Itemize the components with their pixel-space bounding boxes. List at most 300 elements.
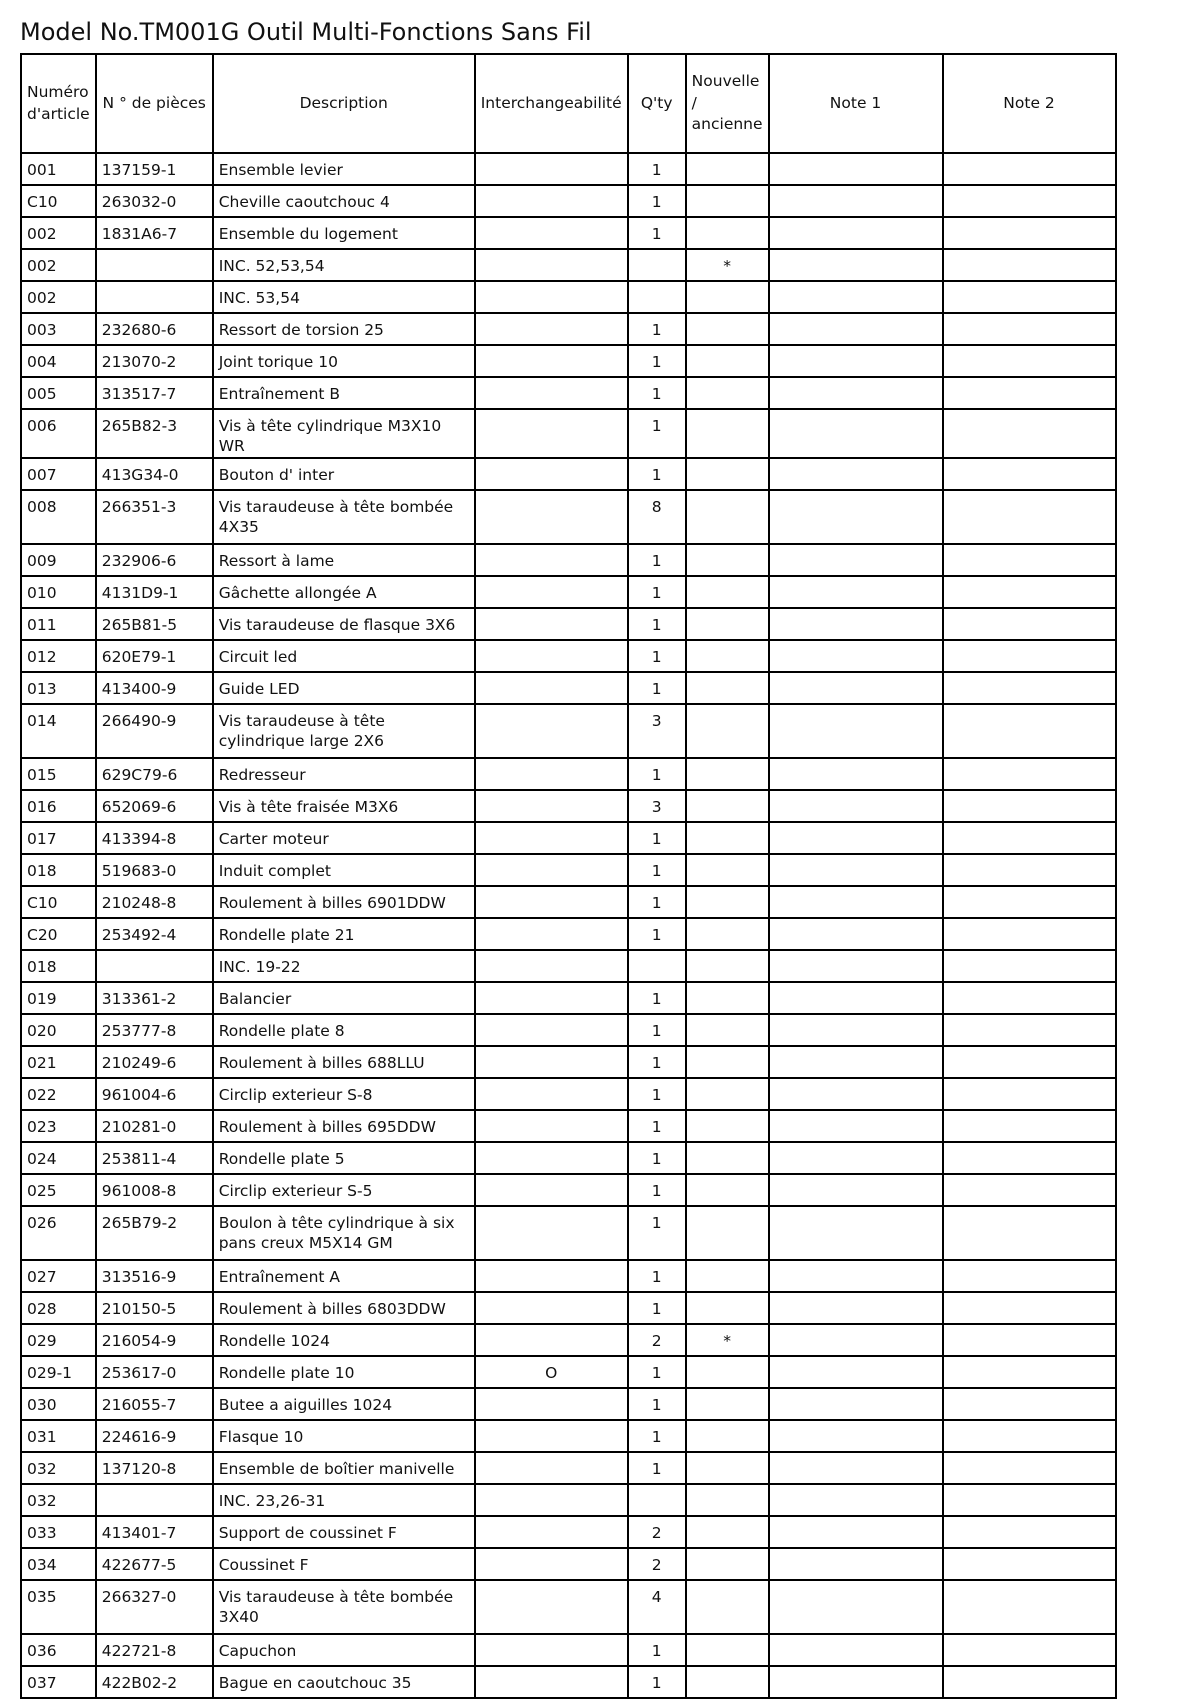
cell-item-number: 037 xyxy=(21,1666,96,1698)
cell-description: Ensemble du logement xyxy=(213,217,475,249)
cell-quantity: 1 xyxy=(628,1420,686,1452)
cell-quantity xyxy=(628,1484,686,1516)
header-item-number: Numéro d'article xyxy=(21,54,96,153)
table-row xyxy=(21,1484,1116,1516)
cell-interchangeability xyxy=(475,918,628,950)
cell-description: Roulement à billes 695DDW xyxy=(213,1110,475,1142)
table-row xyxy=(21,608,1116,640)
cell-note-1 xyxy=(769,672,943,704)
table-row xyxy=(21,1078,1116,1110)
cell-note-1 xyxy=(769,1548,943,1580)
cell-part-number: 213070-2 xyxy=(96,345,213,377)
cell-part-number: 422721-8 xyxy=(96,1634,213,1666)
cell-quantity: 1 xyxy=(628,185,686,217)
cell-new-old xyxy=(686,576,769,608)
cell-part-number: 137120-8 xyxy=(96,1452,213,1484)
table-row xyxy=(21,758,1116,790)
cell-note-2 xyxy=(943,822,1116,854)
cell-new-old xyxy=(686,377,769,409)
cell-interchangeability xyxy=(475,1292,628,1324)
cell-quantity: 2 xyxy=(628,1548,686,1580)
table-row xyxy=(21,1260,1116,1292)
cell-note-1 xyxy=(769,854,943,886)
cell-description: Rondelle plate 5 xyxy=(213,1142,475,1174)
cell-description: Ressort de torsion 25 xyxy=(213,313,475,345)
cell-quantity: 1 xyxy=(628,576,686,608)
table-row xyxy=(21,950,1116,982)
cell-note-1 xyxy=(769,217,943,249)
cell-quantity: 1 xyxy=(628,1078,686,1110)
cell-note-2 xyxy=(943,1014,1116,1046)
cell-description: Flasque 10 xyxy=(213,1420,475,1452)
cell-note-1 xyxy=(769,1666,943,1698)
cell-note-2 xyxy=(943,1110,1116,1142)
cell-interchangeability xyxy=(475,1206,628,1260)
cell-quantity: 1 xyxy=(628,1356,686,1388)
table-row xyxy=(21,1046,1116,1078)
cell-item-number: 018 xyxy=(21,854,96,886)
cell-part-number: 313361-2 xyxy=(96,982,213,1014)
cell-description: Cheville caoutchouc 4 xyxy=(213,185,475,217)
cell-quantity: 1 xyxy=(628,982,686,1014)
cell-interchangeability xyxy=(475,345,628,377)
cell-part-number: 422677-5 xyxy=(96,1548,213,1580)
header-part-number: N ° de pièces xyxy=(96,54,213,153)
cell-new-old xyxy=(686,217,769,249)
header-note-1: Note 1 xyxy=(769,54,943,153)
cell-note-1 xyxy=(769,758,943,790)
cell-quantity: 1 xyxy=(628,1014,686,1046)
cell-interchangeability xyxy=(475,854,628,886)
cell-note-1 xyxy=(769,1046,943,1078)
cell-new-old xyxy=(686,822,769,854)
cell-quantity: 1 xyxy=(628,458,686,490)
cell-item-number: 002 xyxy=(21,249,96,281)
cell-note-2 xyxy=(943,704,1116,758)
cell-description: Circlip exterieur S-8 xyxy=(213,1078,475,1110)
cell-quantity: 3 xyxy=(628,790,686,822)
table-row xyxy=(21,1356,1116,1388)
cell-note-1 xyxy=(769,281,943,313)
cell-note-2 xyxy=(943,409,1116,458)
cell-note-1 xyxy=(769,544,943,576)
cell-interchangeability xyxy=(475,1174,628,1206)
cell-item-number: 027 xyxy=(21,1260,96,1292)
cell-new-old xyxy=(686,1206,769,1260)
cell-new-old xyxy=(686,1634,769,1666)
cell-part-number: 266327-0 xyxy=(96,1580,213,1634)
cell-interchangeability xyxy=(475,1516,628,1548)
cell-quantity: 1 xyxy=(628,1110,686,1142)
cell-interchangeability xyxy=(475,1260,628,1292)
cell-item-number: 016 xyxy=(21,790,96,822)
cell-item-number: 035 xyxy=(21,1580,96,1634)
cell-note-1 xyxy=(769,345,943,377)
header-interchangeability: Interchangeabilité xyxy=(475,54,628,153)
cell-note-2 xyxy=(943,854,1116,886)
cell-item-number: 015 xyxy=(21,758,96,790)
cell-item-number: 036 xyxy=(21,1634,96,1666)
cell-item-number: 020 xyxy=(21,1014,96,1046)
table-row xyxy=(21,458,1116,490)
cell-note-1 xyxy=(769,153,943,185)
cell-new-old xyxy=(686,1356,769,1388)
cell-part-number: 224616-9 xyxy=(96,1420,213,1452)
cell-new-old xyxy=(686,704,769,758)
cell-new-old xyxy=(686,1484,769,1516)
cell-interchangeability xyxy=(475,1420,628,1452)
cell-interchangeability xyxy=(475,377,628,409)
cell-note-1 xyxy=(769,704,943,758)
table-row xyxy=(21,249,1116,281)
cell-quantity: 8 xyxy=(628,490,686,544)
table-row xyxy=(21,1666,1116,1698)
cell-interchangeability xyxy=(475,409,628,458)
cell-note-2 xyxy=(943,790,1116,822)
cell-note-2 xyxy=(943,1174,1116,1206)
cell-quantity: 1 xyxy=(628,377,686,409)
cell-part-number: 253811-4 xyxy=(96,1142,213,1174)
cell-note-2 xyxy=(943,640,1116,672)
cell-note-2 xyxy=(943,1452,1116,1484)
table-row xyxy=(21,1292,1116,1324)
table-row xyxy=(21,1206,1116,1260)
header-new-old: Nouvelle / ancienne xyxy=(686,54,769,153)
cell-description: Ensemble de boîtier manivelle xyxy=(213,1452,475,1484)
cell-item-number: 002 xyxy=(21,281,96,313)
cell-description: Carter moteur xyxy=(213,822,475,854)
table-row xyxy=(21,490,1116,544)
cell-description: INC. 23,26-31 xyxy=(213,1484,475,1516)
table-row xyxy=(21,313,1116,345)
cell-new-old xyxy=(686,409,769,458)
cell-item-number: 008 xyxy=(21,490,96,544)
header-description: Description xyxy=(213,54,475,153)
cell-note-1 xyxy=(769,1484,943,1516)
cell-quantity: 1 xyxy=(628,1666,686,1698)
cell-note-2 xyxy=(943,1206,1116,1260)
cell-description: Redresseur xyxy=(213,758,475,790)
cell-note-1 xyxy=(769,1142,943,1174)
cell-interchangeability xyxy=(475,982,628,1014)
header-row xyxy=(21,54,1116,153)
cell-interchangeability xyxy=(475,1078,628,1110)
table-row xyxy=(21,1634,1116,1666)
cell-note-1 xyxy=(769,1078,943,1110)
cell-description: Rondelle 1024 xyxy=(213,1324,475,1356)
cell-note-2 xyxy=(943,608,1116,640)
cell-part-number: 232906-6 xyxy=(96,544,213,576)
cell-quantity: 1 xyxy=(628,822,686,854)
cell-note-1 xyxy=(769,1206,943,1260)
cell-note-1 xyxy=(769,1110,943,1142)
cell-description: Balancier xyxy=(213,982,475,1014)
cell-item-number: 002 xyxy=(21,217,96,249)
cell-note-2 xyxy=(943,544,1116,576)
cell-item-number: C10 xyxy=(21,185,96,217)
cell-note-1 xyxy=(769,1260,943,1292)
cell-item-number: 023 xyxy=(21,1110,96,1142)
cell-note-2 xyxy=(943,1292,1116,1324)
cell-interchangeability xyxy=(475,576,628,608)
cell-description: Roulement à billes 6803DDW xyxy=(213,1292,475,1324)
table-row xyxy=(21,1388,1116,1420)
cell-description: Vis à tête fraisée M3X6 xyxy=(213,790,475,822)
cell-interchangeability xyxy=(475,185,628,217)
cell-interchangeability xyxy=(475,544,628,576)
cell-quantity: 2 xyxy=(628,1324,686,1356)
cell-description: Vis taraudeuse de flasque 3X6 xyxy=(213,608,475,640)
cell-part-number xyxy=(96,281,213,313)
cell-quantity: 1 xyxy=(628,854,686,886)
table-row xyxy=(21,153,1116,185)
cell-note-1 xyxy=(769,1634,943,1666)
cell-new-old xyxy=(686,1516,769,1548)
cell-part-number: 253777-8 xyxy=(96,1014,213,1046)
table-row xyxy=(21,822,1116,854)
cell-new-old xyxy=(686,1260,769,1292)
cell-quantity: 1 xyxy=(628,918,686,950)
cell-description: INC. 52,53,54 xyxy=(213,249,475,281)
cell-note-2 xyxy=(943,950,1116,982)
cell-new-old xyxy=(686,1142,769,1174)
cell-note-1 xyxy=(769,490,943,544)
cell-interchangeability xyxy=(475,1046,628,1078)
cell-new-old xyxy=(686,1078,769,1110)
cell-interchangeability xyxy=(475,608,628,640)
cell-note-1 xyxy=(769,1356,943,1388)
page-title: Model No.TM001G Outil Multi-Fonctions Sans Fil xyxy=(20,18,592,46)
cell-item-number: 033 xyxy=(21,1516,96,1548)
table-row xyxy=(21,1452,1116,1484)
cell-note-2 xyxy=(943,185,1116,217)
cell-new-old xyxy=(686,313,769,345)
cell-note-2 xyxy=(943,345,1116,377)
cell-item-number: 006 xyxy=(21,409,96,458)
cell-new-old xyxy=(686,950,769,982)
cell-interchangeability xyxy=(475,886,628,918)
cell-note-1 xyxy=(769,982,943,1014)
cell-part-number: 265B79-2 xyxy=(96,1206,213,1260)
cell-note-2 xyxy=(943,313,1116,345)
cell-item-number: 021 xyxy=(21,1046,96,1078)
cell-part-number: 629C79-6 xyxy=(96,758,213,790)
table-row xyxy=(21,790,1116,822)
cell-item-number: 032 xyxy=(21,1484,96,1516)
cell-note-1 xyxy=(769,918,943,950)
cell-note-1 xyxy=(769,790,943,822)
cell-interchangeability xyxy=(475,1142,628,1174)
cell-interchangeability xyxy=(475,490,628,544)
cell-note-2 xyxy=(943,918,1116,950)
cell-item-number: 028 xyxy=(21,1292,96,1324)
cell-quantity: 1 xyxy=(628,345,686,377)
cell-new-old xyxy=(686,918,769,950)
cell-new-old: * xyxy=(686,249,769,281)
cell-note-2 xyxy=(943,458,1116,490)
cell-new-old xyxy=(686,1388,769,1420)
cell-new-old xyxy=(686,758,769,790)
cell-interchangeability xyxy=(475,313,628,345)
cell-quantity: 2 xyxy=(628,1516,686,1548)
cell-quantity: 1 xyxy=(628,544,686,576)
cell-note-2 xyxy=(943,1260,1116,1292)
cell-quantity: 1 xyxy=(628,1260,686,1292)
cell-note-1 xyxy=(769,409,943,458)
cell-interchangeability xyxy=(475,153,628,185)
table-row xyxy=(21,1014,1116,1046)
cell-part-number xyxy=(96,1484,213,1516)
cell-note-2 xyxy=(943,153,1116,185)
header-quantity: Q'ty xyxy=(628,54,686,153)
cell-part-number xyxy=(96,950,213,982)
cell-quantity: 1 xyxy=(628,217,686,249)
cell-item-number: 013 xyxy=(21,672,96,704)
cell-item-number: C20 xyxy=(21,918,96,950)
cell-note-1 xyxy=(769,1388,943,1420)
cell-description: Vis taraudeuse à tête cylindrique large 2X6 xyxy=(213,704,475,758)
parts-rows xyxy=(21,153,1116,1698)
cell-part-number xyxy=(96,249,213,281)
cell-part-number: 263032-0 xyxy=(96,185,213,217)
cell-part-number: 253492-4 xyxy=(96,918,213,950)
cell-description: Vis taraudeuse à tête bombée 3X40 xyxy=(213,1580,475,1634)
cell-note-1 xyxy=(769,640,943,672)
cell-description: Bouton d' inter xyxy=(213,458,475,490)
cell-interchangeability xyxy=(475,1110,628,1142)
table-row xyxy=(21,704,1116,758)
cell-interchangeability xyxy=(475,640,628,672)
cell-item-number: 026 xyxy=(21,1206,96,1260)
cell-new-old xyxy=(686,345,769,377)
cell-interchangeability xyxy=(475,458,628,490)
cell-item-number: 005 xyxy=(21,377,96,409)
cell-note-2 xyxy=(943,758,1116,790)
cell-part-number: 210248-8 xyxy=(96,886,213,918)
cell-note-2 xyxy=(943,1516,1116,1548)
cell-interchangeability xyxy=(475,281,628,313)
cell-description: Circuit led xyxy=(213,640,475,672)
cell-interchangeability xyxy=(475,1452,628,1484)
cell-new-old xyxy=(686,281,769,313)
cell-item-number: 004 xyxy=(21,345,96,377)
cell-description: Support de coussinet F xyxy=(213,1516,475,1548)
cell-description: Entraînement B xyxy=(213,377,475,409)
table-row xyxy=(21,345,1116,377)
cell-description: Guide LED xyxy=(213,672,475,704)
cell-interchangeability xyxy=(475,672,628,704)
cell-note-2 xyxy=(943,377,1116,409)
cell-note-1 xyxy=(769,313,943,345)
cell-note-1 xyxy=(769,1516,943,1548)
cell-description: Ensemble levier xyxy=(213,153,475,185)
cell-part-number: 266351-3 xyxy=(96,490,213,544)
cell-description: Vis taraudeuse à tête bombée 4X35 xyxy=(213,490,475,544)
cell-item-number: 032 xyxy=(21,1452,96,1484)
cell-item-number: 022 xyxy=(21,1078,96,1110)
cell-part-number: 620E79-1 xyxy=(96,640,213,672)
cell-interchangeability xyxy=(475,790,628,822)
cell-quantity: 1 xyxy=(628,1142,686,1174)
cell-item-number: 014 xyxy=(21,704,96,758)
cell-part-number: 413394-8 xyxy=(96,822,213,854)
cell-new-old xyxy=(686,672,769,704)
cell-quantity: 4 xyxy=(628,1580,686,1634)
cell-description: Joint torique 10 xyxy=(213,345,475,377)
cell-part-number: 216054-9 xyxy=(96,1324,213,1356)
cell-note-1 xyxy=(769,1292,943,1324)
cell-quantity: 1 xyxy=(628,153,686,185)
table-row xyxy=(21,1142,1116,1174)
table-row xyxy=(21,409,1116,458)
cell-interchangeability xyxy=(475,950,628,982)
cell-note-1 xyxy=(769,576,943,608)
cell-new-old xyxy=(686,1580,769,1634)
cell-item-number: 001 xyxy=(21,153,96,185)
cell-interchangeability xyxy=(475,1580,628,1634)
cell-new-old xyxy=(686,1174,769,1206)
cell-description: Butee a aiguilles 1024 xyxy=(213,1388,475,1420)
cell-part-number: 210249-6 xyxy=(96,1046,213,1078)
cell-note-1 xyxy=(769,249,943,281)
cell-new-old xyxy=(686,1110,769,1142)
cell-new-old xyxy=(686,490,769,544)
cell-description: Ressort à lame xyxy=(213,544,475,576)
cell-item-number: 010 xyxy=(21,576,96,608)
cell-note-2 xyxy=(943,1324,1116,1356)
cell-interchangeability xyxy=(475,1634,628,1666)
cell-description: Rondelle plate 10 xyxy=(213,1356,475,1388)
cell-description: INC. 53,54 xyxy=(213,281,475,313)
cell-new-old xyxy=(686,790,769,822)
table-row xyxy=(21,185,1116,217)
cell-interchangeability xyxy=(475,249,628,281)
cell-note-2 xyxy=(943,1420,1116,1452)
cell-description: Bague en caoutchouc 35 xyxy=(213,1666,475,1698)
cell-note-2 xyxy=(943,1356,1116,1388)
cell-new-old xyxy=(686,1014,769,1046)
cell-description: INC. 19-22 xyxy=(213,950,475,982)
cell-item-number: 031 xyxy=(21,1420,96,1452)
cell-new-old xyxy=(686,185,769,217)
cell-part-number: 961004-6 xyxy=(96,1078,213,1110)
cell-description: Capuchon xyxy=(213,1634,475,1666)
cell-part-number: 413401-7 xyxy=(96,1516,213,1548)
cell-quantity: 1 xyxy=(628,608,686,640)
cell-note-2 xyxy=(943,1666,1116,1698)
cell-item-number: 009 xyxy=(21,544,96,576)
cell-item-number: C10 xyxy=(21,886,96,918)
cell-description: Coussinet F xyxy=(213,1548,475,1580)
cell-new-old xyxy=(686,608,769,640)
cell-interchangeability xyxy=(475,1666,628,1698)
cell-part-number: 216055-7 xyxy=(96,1388,213,1420)
cell-item-number: 017 xyxy=(21,822,96,854)
cell-note-1 xyxy=(769,1014,943,1046)
cell-description: Induit complet xyxy=(213,854,475,886)
cell-new-old xyxy=(686,886,769,918)
cell-part-number: 413400-9 xyxy=(96,672,213,704)
table-row xyxy=(21,576,1116,608)
cell-new-old xyxy=(686,640,769,672)
cell-note-2 xyxy=(943,1548,1116,1580)
cell-note-2 xyxy=(943,1142,1116,1174)
cell-item-number: 003 xyxy=(21,313,96,345)
cell-new-old xyxy=(686,1452,769,1484)
cell-item-number: 011 xyxy=(21,608,96,640)
cell-note-2 xyxy=(943,281,1116,313)
cell-description: Vis à tête cylindrique M3X10 WR xyxy=(213,409,475,458)
